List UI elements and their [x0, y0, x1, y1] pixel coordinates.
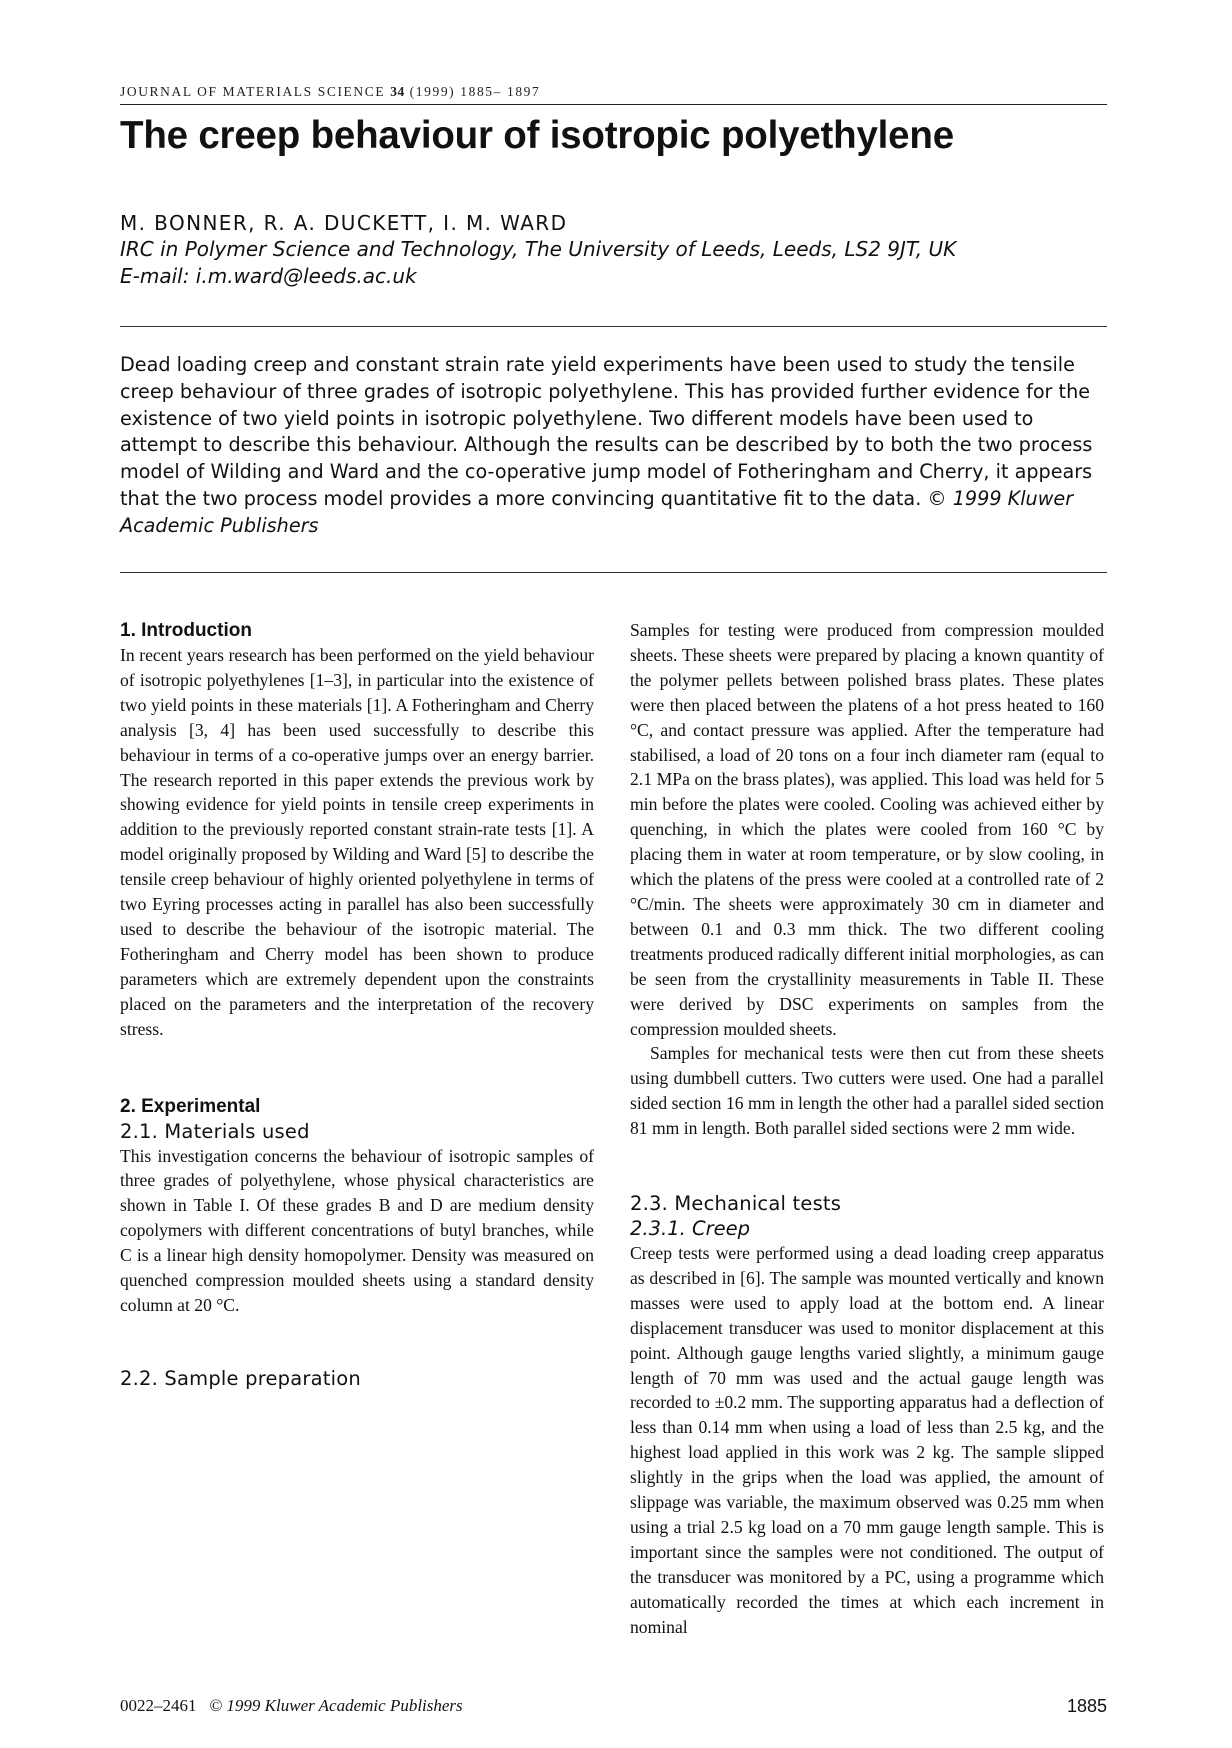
section-gap	[120, 1042, 594, 1094]
author-email: E-mail: i.m.ward@leeds.ac.uk	[120, 264, 417, 288]
abstract-bottom-rule	[120, 572, 1107, 573]
header-rule	[120, 104, 1107, 105]
paper-page	[120, 0, 1107, 1748]
running-head	[120, 84, 1107, 100]
section-gap	[630, 1141, 1104, 1191]
paragraph-sample-cutting: Samples for mechanical tests were then cut from these sheets using dumbbell cutters. Two cutters were used. One had a parallel sided section 16 mm in length the other had a parallel sided section 81 mm in length. Both parallel sided sections were 2 mm wide.	[630, 1043, 1104, 1139]
abstract	[120, 352, 1107, 540]
author-list: M. BONNER, R. A. DUCKETT, I. M. WARD	[120, 211, 568, 235]
abstract-copyright: © 1999 Kluwer Academic Publishers	[120, 486, 1074, 537]
page-number: 1885	[1066, 1696, 1107, 1716]
journal-name: JOURNAL OF MATERIALS SCIENCE	[120, 84, 386, 99]
paper-title: The creep behaviour of isotropic polyethylene	[120, 114, 954, 157]
affiliation: IRC in Polymer Science and Technology, The University of Leeds, Leeds, LS2 9JT, UK	[120, 237, 957, 261]
subsection-heading-mechanical-tests: 2.3. Mechanical tests	[630, 1192, 842, 1216]
journal-volume: 34	[390, 84, 405, 99]
paragraph-materials: This investigation concerns the behaviour of isotropic samples of three grades of polyethylene, whose physical characteristics are shown in Table I. Of these grades B and D are medium density copolymers with different concentrations of butyl branches, while C is a linear high density homopolymer. Density was measured on quenched compression moulded sheets using a standard density column at 20 °C.	[120, 1145, 594, 1315]
page-footer	[120, 1696, 1107, 1720]
journal-year-pages: (1999) 1885– 1897	[409, 84, 541, 99]
paragraph-creep: Creep tests were performed using a dead loading creep apparatus as described in [6]. The sample was mounted vertically and known masses were used to apply load at the bottom end. A linear displacement transducer was used to monitor displacement at this point. Although gauge lengths varied slightly, a minimum gauge length of 70 mm was used and the actual gauge length was recorded to ±0.2 mm. The supporting apparatus had a deflection of less than 0.14 mm when using a load of less than 2.5 kg, and the highest load applied in this work was 2 kg. The sample slipped slightly in the grips when the load was applied, the amount of slippage was variable, the maximum observed was 0.25 mm when using a trial 2.5 kg load on a 70 mm gauge length sample. This is important since the samples were not conditioned. The output of the transducer was monitored by a PC, using a programme which automatically recorded the times at which each increment in nominal	[630, 1243, 1104, 1637]
left-column	[120, 618, 594, 1391]
section-gap	[120, 1318, 594, 1366]
abstract-top-rule	[120, 326, 1107, 327]
paragraph-sample-preparation: Samples for testing were produced from compression moulded sheets. These sheets were prepared by placing a known quantity of the polymer pellets between polished brass plates. These plates were then placed between the platens of a hot press heated to 160 °C, and contact pressure was applied. After the temperature had stabilised, a load of 20 tons on a four inch diameter ram (equal to 2.1 MPa on the brass plates), was applied. This load was held for 5 min before the plates were cooled. Cooling was achieved either by quenching, in which the plates were cooled from 160 °C by placing them in water at room temperature, or by slow cooling, in which the platens of the press were cooled at a controlled rate of 2 °C/min. The sheets were approximately 30 cm in diameter and between 0.1 and 0.3 mm thick. The two different cooling treatments produced radically different initial morphologies, as can be seen from the crystallinity measurements in Table II. These were derived by DSC experiments on samples from the compression moulded sheets.	[630, 620, 1104, 1039]
footer-issn	[120, 1696, 463, 1716]
issn-number: 0022–2461	[120, 1696, 197, 1715]
section-heading-experimental: 2. Experimental	[120, 1095, 261, 1117]
abstract-text: Dead loading creep and constant strain rate yield experiments have been used to study the tensile creep behaviour of three grades of isotropic polyethylene. This has provided further evidence for the existence of two yield points in isotropic polyethylene. Two different models have been used to attempt to describe this behaviour. Although the results can be described by to both the two process model of Wilding and Ward and the co-operative jump model of Fotheringham and Cherry, it appears that the two process model provides a more convincing quantitative fit to the data.	[120, 353, 1093, 510]
subsubsection-heading-creep: 2.3.1. Creep	[630, 1217, 751, 1241]
paragraph-introduction: In recent years research has been performed on the yield behaviour of isotropic polyethylenes [1–3], in particular into the existence of two yield points in these materials [1]. A Fotheringham and Cherry analysis [3, 4] has been used successfully to describe this behaviour in terms of a co-operative jumps over an energy barrier. The research reported in this paper extends the previous work by showing evidence for yield points in tensile creep experiments in addition to the previously reported constant strain-rate tests [1]. A model originally proposed by Wilding and Ward [5] to describe the tensile creep behaviour of highly oriented polyethylene in terms of two Eyring processes acting in parallel has also been successfully used to describe the behaviour of the isotropic material. The Fotheringham and Cherry model has been shown to produce parameters which are extremely dependent upon the constraints placed on the parameters and the interpretation of the recovery stress.	[120, 645, 594, 1039]
section-heading-introduction: 1. Introduction	[120, 620, 252, 641]
footer-copyright: © 1999 Kluwer Academic Publishers	[209, 1696, 463, 1715]
right-column	[630, 618, 1104, 1640]
subsection-heading-sample-preparation: 2.2. Sample preparation	[120, 1366, 361, 1390]
subsection-heading-materials: 2.1. Materials used	[120, 1119, 310, 1143]
